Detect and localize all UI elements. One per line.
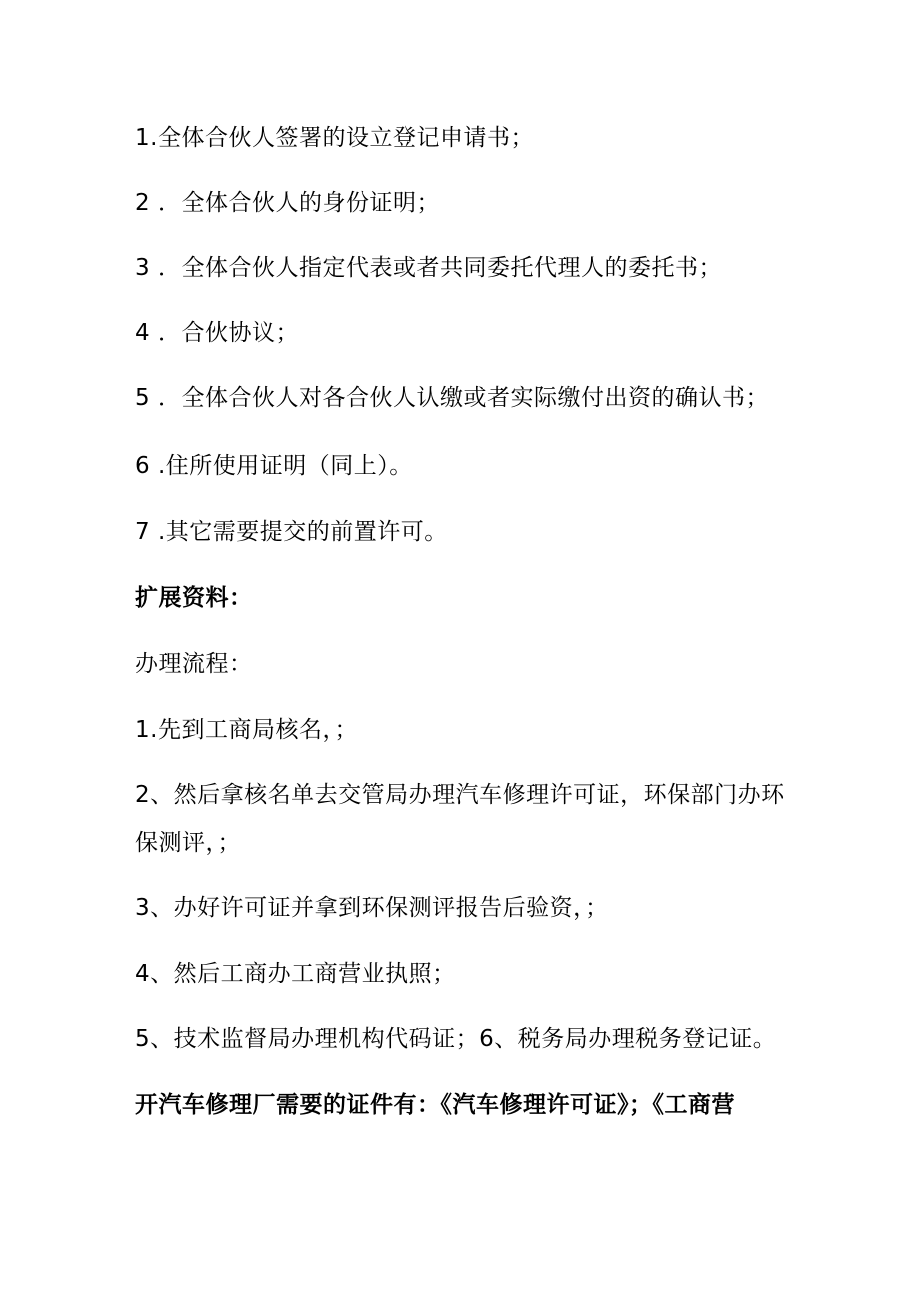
process-step-2: 2、然后拿核名单去交管局办理汽车修理许可证，环保部门办环 <box>135 782 785 808</box>
list-item-5: 5 ．全体合伙人对各合伙人认缴或者实际缴付出资的确认书； <box>135 385 769 411</box>
list-item-4: 4 ．合伙协议； <box>135 320 299 346</box>
list-item-7: 7 .其它需要提交的前置许可。 <box>135 519 448 545</box>
process-step-1: 1.先到工商局核名，； <box>135 717 358 743</box>
process-step-2-cont: 保测评，； <box>135 830 241 856</box>
section-heading-extended: 扩展资料： <box>135 585 253 611</box>
process-step-3: 3、办好许可证并拿到环保测评报告后验资，； <box>135 895 609 921</box>
list-item-2: 2 ．全体合伙人的身份证明； <box>135 190 440 216</box>
list-item-3: 3 ．全体合伙人指定代表或者共同委托代理人的委托书； <box>135 255 722 281</box>
process-step-5-6: 5、技术监督局办理机构代码证；6、税务局办理税务登记证。 <box>135 1026 777 1052</box>
list-item-1: 1.全体合伙人签署的设立登记申请书； <box>135 125 534 151</box>
process-step-4: 4、然后工商办工商营业执照； <box>135 961 456 987</box>
list-item-6: 6 .住所使用证明（同上）。 <box>135 453 413 479</box>
subheading-process: 办理流程： <box>135 651 253 677</box>
certificates-paragraph: 开汽车修理厂需要的证件有：《汽车修理许可证》；《工商营 <box>135 1092 735 1118</box>
